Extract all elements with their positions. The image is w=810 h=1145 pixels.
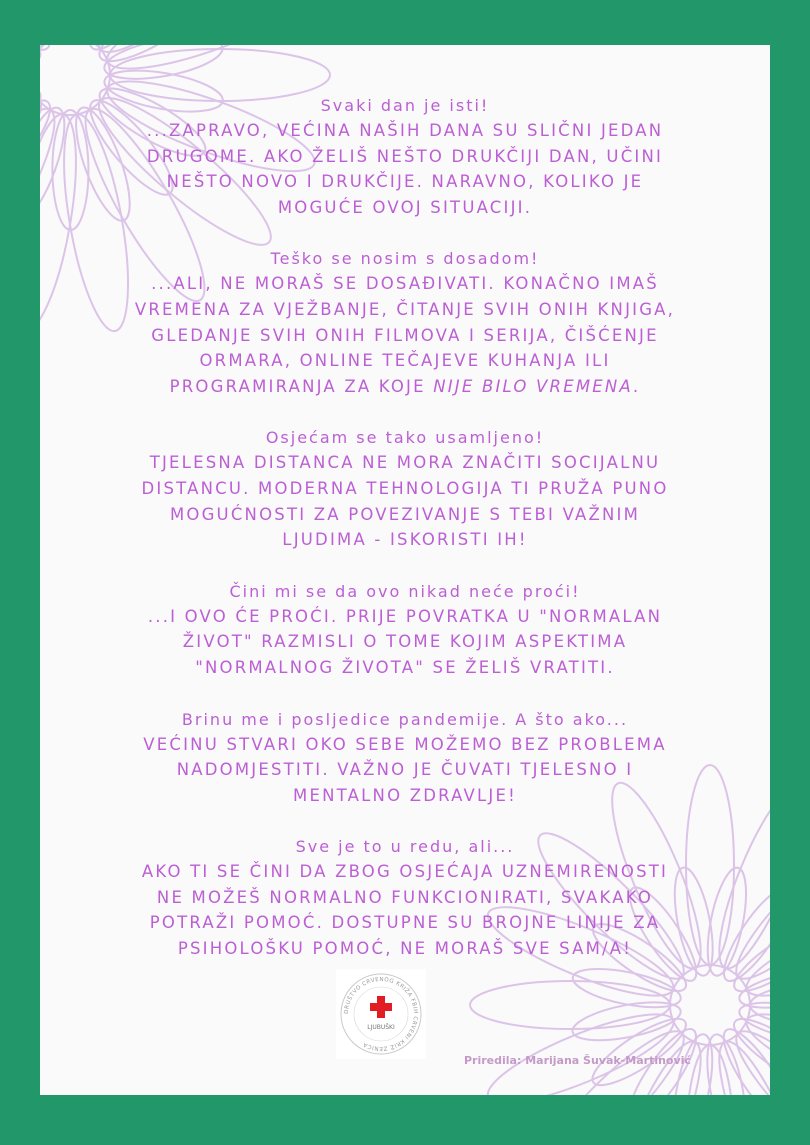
advice-line: ORMARA, ONLINE TEČAJEVE KUHANJA ILI xyxy=(199,351,611,371)
advice-line-prefix: PROGRAMIRANJA ZA KOJE xyxy=(169,376,434,396)
advice-line: NADOMJESTITI. VAŽNO JE ČUVATI TJELESNO I xyxy=(176,760,634,780)
flower-petal xyxy=(101,45,225,86)
advice-line: "NORMALNOG ŽIVOTA" SE ŽELIŠ VRATITI. xyxy=(195,657,615,677)
flower-petal xyxy=(79,45,183,60)
advice-line: NEŠTO NOVO I DRUKČIJE. NARAVNO, KOLIKO JE xyxy=(166,172,644,192)
flower-petal xyxy=(99,45,324,86)
red-cross-logo xyxy=(336,969,426,1059)
flower-petal xyxy=(67,45,222,53)
flower-petal xyxy=(40,45,56,69)
advice-line: LJUDIMA - ISKORISTI IH! xyxy=(282,530,528,550)
advice-block-1 xyxy=(40,93,770,220)
flower-petal xyxy=(570,995,684,1047)
advice-line: GLEDANJE SVIH ONIH FILMOVA I SERIJA, ČIŠĆENJE xyxy=(151,325,659,345)
flower-petal xyxy=(713,1021,770,1095)
flower-petal xyxy=(40,45,49,73)
advice-block-6 xyxy=(40,834,770,961)
advice-line: MENTALNO ZDRAVLJE! xyxy=(293,785,517,805)
logo-center-text: LJUBUŠKI xyxy=(367,1024,395,1031)
advice-line: VEĆINU STVARI OKO SEBE MOŽEMO BEZ PROBLEMA xyxy=(143,734,667,754)
advice-block-2 xyxy=(40,246,770,399)
flower-petal xyxy=(40,45,73,53)
advice-line: VREMENA ZA VJEŽBANJE, ČITANJE SVIH ONIH KNJIGA, xyxy=(134,299,676,319)
advice-line-emphasis: NIJE BILO VREMENA xyxy=(433,376,633,396)
flower-petal xyxy=(700,1031,752,1095)
flower-petal xyxy=(738,998,770,1095)
flower-petal xyxy=(736,995,770,1048)
poster-page xyxy=(40,45,770,1095)
flower-petal xyxy=(703,1033,770,1095)
advice-block-4 xyxy=(40,579,770,681)
author-credit: Priredila: Marijana Šuvak-Martinović xyxy=(464,1054,691,1067)
advice-block-5 xyxy=(40,707,770,809)
advice-question: Brinu me i posljedice pandemije. A što ako... xyxy=(181,709,629,729)
flower-petal xyxy=(584,1008,693,1095)
advice-question: Svaki dan je isti! xyxy=(320,96,490,115)
advice-line: ...I OVO ĆE PROĆI. PRIJE POVRATKA U "NORMALAN xyxy=(147,606,663,626)
flower-petal xyxy=(479,998,682,1095)
flower-petal xyxy=(686,1045,734,1095)
advice-question: Čini mi se da ovo nikad neće proći! xyxy=(229,581,581,601)
logo-ring-text: DRUŠTVO CRVENOG KRIŽA FBIH CRVENI KRIŽ ZENICA xyxy=(343,976,419,1052)
advice-text xyxy=(40,93,770,988)
advice-line: AKO TI SE ČINI DA ZBOG OSJEĆAJA UZNEMIRENOSTI xyxy=(141,862,669,882)
advice-question: Osjećam se tako usamljeno! xyxy=(265,428,545,448)
advice-question: Sve je to u redu, ali... xyxy=(295,837,515,857)
advice-line: PSIHOLOŠKU POMOĆ, NE MORAŠ SVE SAM/A! xyxy=(177,939,633,959)
advice-block-3 xyxy=(40,425,770,552)
flower-petal xyxy=(40,45,41,86)
advice-line: MOGUĆNOSTI ZA POVEZIVANJE S TEBI VAŽNIM xyxy=(169,504,641,524)
advice-question: Teško se nosim s dosadom! xyxy=(270,249,540,269)
red-cross-seal-icon xyxy=(336,969,426,1059)
advice-line: NE MOŽEŠ NORMALNO FUNKCIONIRATI, SVAKAKO xyxy=(156,887,654,907)
flower-petal xyxy=(91,45,213,73)
advice-line: ŽIVOT" RAZMISLI O TOME KOJIM ASPEKTIMA xyxy=(182,632,628,652)
advice-line: POTRAŽI POMOĆ. DOSTUPNE SU BROJNE LINIJE ZA xyxy=(149,913,661,933)
flower-petal xyxy=(750,981,770,1029)
flower-petal xyxy=(726,1008,770,1095)
flower-petal xyxy=(470,981,670,1029)
advice-line: TJELESNA DISTANCA NE MORA ZNAČITI SOCIJALNU xyxy=(149,453,661,473)
advice-line: ...ZAPRAVO, VEĆINA NAŠIH DANA SU SLIČNI JEDAN xyxy=(146,121,664,140)
advice-line: MOGUĆE OVOJ SITUACIJI. xyxy=(277,197,533,217)
flower-petal xyxy=(721,1016,770,1095)
advice-line-with-emphasis xyxy=(40,374,770,400)
advice-line: DISTANCU. MODERNA TEHNOLOGIJA TI PRUŽA PUNO xyxy=(141,478,669,498)
flower-petal xyxy=(65,45,139,48)
advice-line-suffix: . xyxy=(632,376,641,396)
flower-petal xyxy=(40,45,61,60)
advice-line: DRUGOME. AKO ŽELIŠ NEŠTO DRUKČIJI DAN, UČINI xyxy=(146,146,664,166)
flower-petal xyxy=(40,45,75,48)
flower-petal xyxy=(84,45,286,69)
advice-line: ...ALI, NE MORAŠ SE DOSAĐIVATI. KONAČNO IMAŠ xyxy=(151,274,659,294)
